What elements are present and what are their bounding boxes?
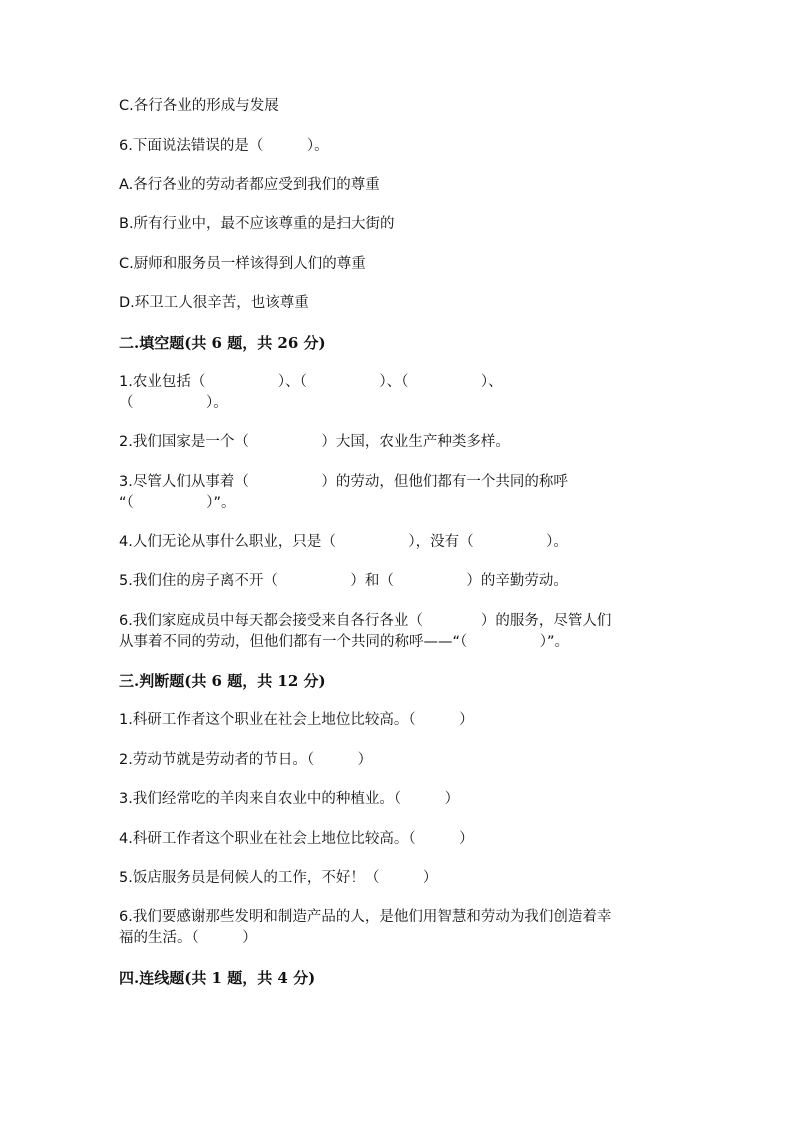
judge-q3: 3.我们经常吃的羊肉来自农业中的种植业。（ ） (119, 791, 460, 807)
judge-q6-line2: 福的生活。（ ） (119, 930, 257, 946)
fill-q6-line2: 从事着不同的劳动，但他们都有一个共同的称呼——“（ ）”。 (119, 634, 570, 650)
mc-q6-option-a: A.各行各业的劳动者都应受到我们的尊重 (119, 177, 380, 193)
mc-q6-option-b: B.所有行业中，最不应该尊重的是扫大街的 (119, 216, 395, 232)
mc-q5-option-c: C.各行各业的形成与发展 (119, 98, 279, 114)
fill-q2: 2.我们国家是一个（ ）大国，农业生产种类多样。 (119, 434, 510, 450)
judge-q4: 4.科研工作者这个职业在社会上地位比较高。（ ） (119, 831, 474, 847)
fill-q4: 4.人们无论从事什么职业，只是（ ），没有（ ）。 (119, 534, 568, 550)
fill-q1-line1: 1.农业包括（ ）、（ ）、（ ）、 (119, 374, 503, 390)
fill-q1-line2: （ ）。 (119, 395, 228, 411)
section-heading-matching: 四.连线题(共 1 题，共 4 分) (119, 969, 316, 987)
section-heading-judgement: 三.判断题(共 6 题，共 12 分) (119, 672, 326, 690)
fill-q5: 5.我们住的房子离不开（ ）和（ ）的辛勤劳动。 (119, 573, 568, 589)
fill-q3-line2: “（ ）”。 (119, 495, 236, 511)
mc-q6-option-d: D.环卫工人很辛苦，也该尊重 (119, 295, 309, 311)
fill-q6-line1: 6.我们家庭成员中每天都会接受来自各行各业（ ）的服务，尽管人们 (119, 613, 612, 629)
judge-q5: 5.饭店服务员是伺候人的工作，不好！（ ） (119, 870, 438, 886)
judge-q1: 1.科研工作者这个职业在社会上地位比较高。（ ） (119, 712, 474, 728)
section-heading-fill-in: 二.填空题(共 6 题，共 26 分) (119, 334, 326, 352)
fill-q3-line1: 3.尽管人们从事着（ ）的劳动，但他们都有一个共同的称呼 (119, 474, 568, 490)
mc-q6-option-c: C.厨师和服务员一样该得到人们的尊重 (119, 256, 366, 272)
judge-q6-line1: 6.我们要感谢那些发明和制造产品的人，是他们用智慧和劳动为我们创造着幸 (119, 909, 612, 925)
judge-q2: 2.劳动节就是劳动者的节日。（ ） (119, 752, 373, 768)
mc-q6-stem: 6.下面说法错误的是（ ）。 (119, 138, 329, 154)
